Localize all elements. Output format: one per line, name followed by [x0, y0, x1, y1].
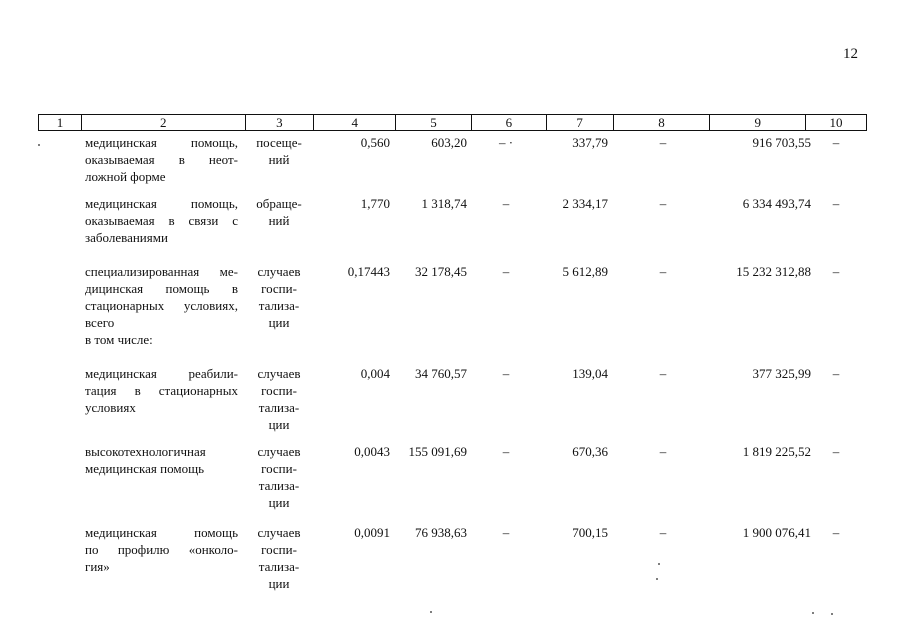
unit-line: тализа- — [258, 559, 300, 574]
col7-value: 670,36 — [572, 444, 608, 459]
service-name — [85, 134, 238, 185]
col5-value: 155 091,69 — [408, 444, 467, 459]
service-name-line: заболеваниями — [85, 230, 168, 245]
unit-line: тализа- — [258, 478, 300, 493]
unit-of-measure — [246, 443, 312, 511]
service-name-line: стационарных условиях, — [85, 298, 238, 313]
col6-value: – · — [498, 135, 514, 150]
unit-line: ции — [268, 495, 290, 510]
col8-value: – — [659, 196, 667, 211]
col10-value: – — [832, 525, 840, 540]
col9-value: 1 819 225,52 — [742, 444, 811, 459]
col6-value: – — [502, 525, 510, 540]
unit-line: госпи- — [261, 461, 297, 476]
header-col-8: 8 — [614, 115, 711, 130]
service-name-line: гия» — [85, 559, 110, 574]
col6-value: – — [502, 264, 510, 279]
service-name-line: специализированная ме- — [85, 264, 238, 279]
unit-line: госпи- — [261, 542, 297, 557]
scan-speck — [831, 613, 833, 615]
col10-value: – — [832, 444, 840, 459]
col10-value: – — [832, 264, 840, 279]
col5-value: 34 760,57 — [415, 366, 467, 381]
service-name-line: в том числе: — [85, 332, 153, 347]
unit-of-measure — [246, 195, 312, 229]
service-name-line: медицинская помощь, — [85, 196, 238, 211]
header-col-2: 2 — [82, 115, 246, 130]
service-name-line: медицинская реабили- — [85, 366, 238, 381]
scan-speck — [430, 611, 432, 613]
col7-value: 5 612,89 — [562, 264, 608, 279]
service-name-line: условиях — [85, 400, 136, 415]
header-col-7: 7 — [547, 115, 614, 130]
col9-value: 916 703,55 — [752, 135, 811, 150]
col8-value: – — [659, 264, 667, 279]
service-name — [85, 263, 238, 348]
header-col-3: 3 — [246, 115, 315, 130]
service-name-line: тация в стационарных — [85, 383, 238, 398]
header-col-4: 4 — [314, 115, 396, 130]
unit-line: ний — [268, 213, 290, 228]
unit-line: случаев — [257, 444, 301, 459]
service-name-line: оказываемая в неот- — [85, 152, 238, 167]
col4-value: 1,770 — [360, 196, 390, 211]
service-name — [85, 195, 238, 246]
unit-line: посеще- — [256, 135, 302, 150]
unit-line: случаев — [257, 264, 301, 279]
header-col-9: 9 — [710, 115, 806, 130]
col4-value: 0,17443 — [347, 264, 390, 279]
unit-line: ции — [268, 417, 290, 432]
col5-value: 603,20 — [431, 135, 467, 150]
service-name-line: дицинская помощь в — [85, 281, 238, 296]
col4-value: 0,560 — [360, 135, 390, 150]
unit-line: обраще- — [256, 196, 302, 211]
unit-line: случаев — [257, 525, 301, 540]
unit-of-measure — [246, 365, 312, 433]
unit-line: тализа- — [258, 298, 300, 313]
col4-value: 0,0043 — [354, 444, 390, 459]
scan-speck — [656, 578, 658, 580]
col6-value: – — [502, 444, 510, 459]
unit-line: ции — [268, 576, 290, 591]
col4-value: 0,004 — [360, 366, 390, 381]
service-name-line: всего — [85, 315, 115, 330]
scan-speck — [812, 612, 814, 614]
service-name-line: медицинская помощь, — [85, 135, 238, 150]
unit-line: случаев — [257, 366, 301, 381]
header-col-5: 5 — [396, 115, 472, 130]
unit-of-measure — [246, 134, 312, 168]
service-name-line: медицинская помощь — [85, 525, 238, 540]
col8-value: – — [659, 366, 667, 381]
unit-line: госпи- — [261, 383, 297, 398]
col8-value: – — [659, 525, 667, 540]
col7-value: 2 334,17 — [562, 196, 608, 211]
col10-value: – — [832, 196, 840, 211]
col7-value: 139,04 — [572, 366, 608, 381]
col9-value: 1 900 076,41 — [742, 525, 811, 540]
col6-value: – — [502, 196, 510, 211]
service-name — [85, 443, 238, 477]
header-col-1: 1 — [39, 115, 82, 130]
col9-value: 377 325,99 — [752, 366, 811, 381]
header-col-6: 6 — [472, 115, 547, 130]
col7-value: 700,15 — [572, 525, 608, 540]
service-name-line: по профилю «онколо- — [85, 542, 238, 557]
col8-value: – — [659, 135, 667, 150]
col9-value: 6 334 493,74 — [742, 196, 811, 211]
service-name — [85, 365, 238, 416]
service-name-line: оказываемая в связи с — [85, 213, 238, 228]
col5-value: 1 318,74 — [421, 196, 467, 211]
col5-value: 76 938,63 — [415, 525, 467, 540]
unit-line: госпи- — [261, 281, 297, 296]
service-name — [85, 524, 238, 575]
page-number: 12 — [843, 46, 858, 62]
col4-value: 0,0091 — [354, 525, 390, 540]
header-col-10: 10 — [829, 115, 843, 130]
col10-value: – — [832, 366, 840, 381]
unit-line: ний — [268, 152, 290, 167]
col5-value: 32 178,45 — [415, 264, 467, 279]
unit-of-measure — [246, 263, 312, 331]
col10-value: – — [832, 135, 840, 150]
table-header — [38, 114, 867, 131]
service-name-line: медицинская помощь — [85, 461, 205, 476]
col9-value: 15 232 312,88 — [736, 264, 811, 279]
col6-value: – — [502, 366, 510, 381]
col8-value: – — [659, 444, 667, 459]
unit-of-measure — [246, 524, 312, 592]
service-name-line: ложной форме — [85, 169, 166, 184]
scan-speck — [38, 144, 40, 146]
unit-line: тализа- — [258, 400, 300, 415]
unit-line: ции — [268, 315, 290, 330]
scan-speck — [658, 563, 660, 565]
service-name-line: высокотехнологичная — [85, 444, 206, 459]
col7-value: 337,79 — [572, 135, 608, 150]
